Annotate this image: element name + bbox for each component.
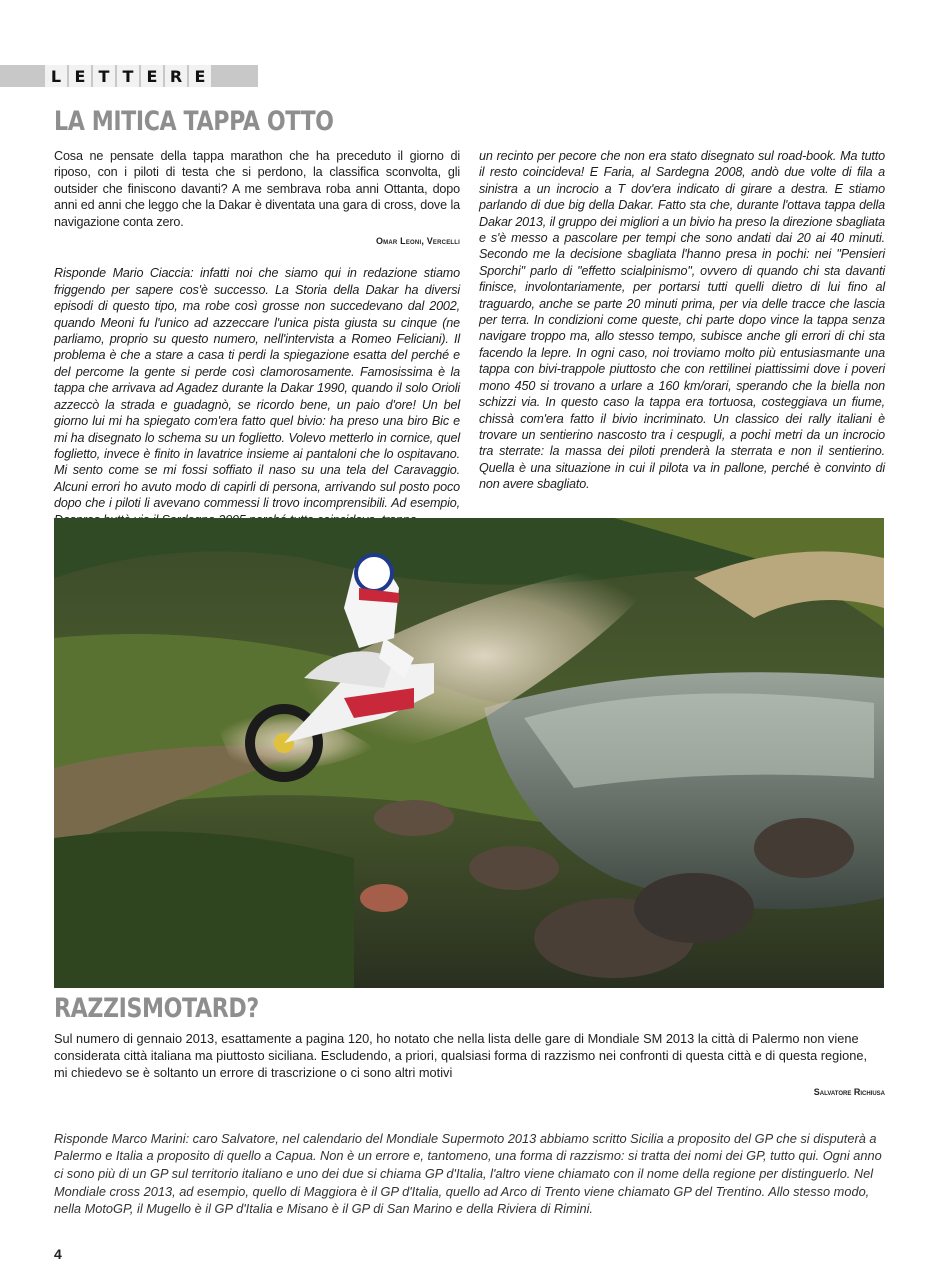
letter2-title: RAZZISMOTARD?	[54, 993, 259, 1024]
page-number: 4	[54, 1246, 62, 1262]
section-header-letters	[45, 65, 211, 87]
letter1-answer-left: Risponde Mario Ciaccia: infatti noi che siamo qui in redazione stiamo friggendo per sapere cos'è successo. La Storia della Dakar ha diversi episodi di questo tipo, ma robe così grosse non succedevano dal 2002, quando Meoni fu l'unico ad azzeccare l'unica pista giusta su cinque (ne parliamo, proprio su questo numero, nell'intervista a Romeo Feliciani). Il problema è che a stare a casa ti perdi la spiegazione esatta del perché e del percome la gente si perde così clamorosamente. Famosissima è la tappa che arrivava ad Agadez durante la Dakar 1990, quando il solo Orioli azzeccò la strada e guadagnò, se ricordo bene, un paio d'ore! Un bel giorno lui mi ha spiegato com'era fatto quel bivio: ha preso una biro Bic e mi ha disegnato lo schema su un foglietto. Volevo metterlo in cornice, quel foglietto, invece è finito in lavatrice insieme ai pantaloni che lo ospitavano. Mi sento come se mi fossi soffiato il naso su una tela del Caravaggio. Alcuni errori ho avuto modo di capirli di persona, arrivando sul posto poco dopo che i piloti li avevano commessi li trovo incomprensibili. Ad esempio,	[54, 266, 460, 511]
letter1-question: Cosa ne pensate della tappa marathon che ha preceduto il giorno di riposo, con i piloti di testa che si perdono, la classifica sconvolta, gli outsider che finiscono davanti? A me sembrava roba anni Ottanta, dopo anni ed anni che leggo che la Dakar è diventata una gara di cross, dove la navigazione conta zero.	[54, 149, 460, 229]
section-letter: R	[165, 65, 187, 87]
section-letter: E	[141, 65, 163, 87]
letter1-signature: Omar Leoni, Vercelli	[375, 236, 460, 247]
section-letter: T	[117, 65, 139, 87]
rally-photo	[54, 518, 884, 988]
section-letter: L	[45, 65, 67, 87]
letter1-answer-right: un recinto per pecore che non era stato disegnato sul road-book. Ma tutto il resto coincideva! E Faria, al Sardegna 2008, andò due volte di fila a sinistra a un incrocio a T dov'era indicato di girare a destra. E stiamo parlando di due big della Dakar. Fatto sta che, durante l'ottava tappa della Dakar 2013, il gruppo dei migliori a un bivio ha preso la direzione sbagliata e s'è messo a pascolare per tempi che sono andati dai 20 ai 40 minuti. Secondo me la decisione sbagliata l'hanno presa in pochi: nei "Pensieri Sporchi" parlo di "effetto scialpinismo", ovvero di quando chi sta davanti finisce, involontariamente, per portarsi tutti quelli dietro di lui fino al traguardo, anche se parte 20 minuti prima, per via delle tracce che lascia per terra. In condizioni come queste, chi parte dopo vince la tappa senza navigare troppo ma, allo stesso tempo, subisce anche gli errori di chi sta facendo la lepre. In ogni caso, noi troviamo molto più entusiasmante una tappa con bivi-trappole piuttosto che con rettilinei piattissimi dove i poveri mono 450 si trovano a urlare a 160 km/orari, sperando che la biella non schizzi via. In questo caso la tappa era tortuosa, costeggiava un fiume, chissà com'era fatto il bivio incriminato. Un classico dei rally italiani è trovare un sentierino nascosto tra i cespugli, a pochi metri da un incrocio tra sterrate: la massa dei piloti prenderà la sterrata e non il sentierino. Quella è una situazione in cui il pilota va in pallone, perché è convinto di non avere sbagliato.	[479, 149, 885, 492]
rally-photo-illustration	[54, 518, 884, 988]
right-column	[479, 148, 885, 493]
left-column	[54, 148, 460, 528]
section-letter: T	[93, 65, 115, 87]
letter2-question-block	[54, 1030, 884, 1082]
section-letter: E	[69, 65, 91, 87]
section-letter: E	[189, 65, 211, 87]
letter2-signature: Salvatore Richiusa	[813, 1087, 885, 1097]
letter1-title: LA MITICA TAPPA OTTO	[54, 106, 334, 137]
letter2-question: Sul numero di gennaio 2013, esattamente a pagina 120, ho notato che nella lista delle gare di Mondiale SM 2013 la città di Palermo non viene considerata città italiana ma piuttosto siciliana. Escludendo, a priori, qualsiasi forma di razzismo nei confronti di questa città e di questa regione, mi chiedevo se è soltanto un errore di trascrizione o ci sono altri motivi	[54, 1031, 868, 1081]
letter2-answer: Risponde Marco Marini: caro Salvatore, nel calendario del Mondiale Supermoto 2013 abbiamo scritto Sicilia a proposito del GP che si disputerà a Palermo e Italia a proposito di quello a Capua. Non è un errore e, tantomeno, una forma di razzismo: si tratta dei nomi dei GP, tutto qui. Ogni anno ci sono più di un GP sul territorio italiano e uno dei due si chiama GP d'Italia, l'altro viene chiamato con il nome della regione per distinguerlo. Nel Mondiale cross 2013, ad esempio, quello di Maggiora è il GP d'Italia, quello ad Arco di Trento viene chiamato GP del Trentino. Allo stesso modo, nella MotoGP, il Mugello è il GP d'Italia e Misano è il GP di San Marino e della Riviera di Rimini.	[54, 1130, 882, 1217]
